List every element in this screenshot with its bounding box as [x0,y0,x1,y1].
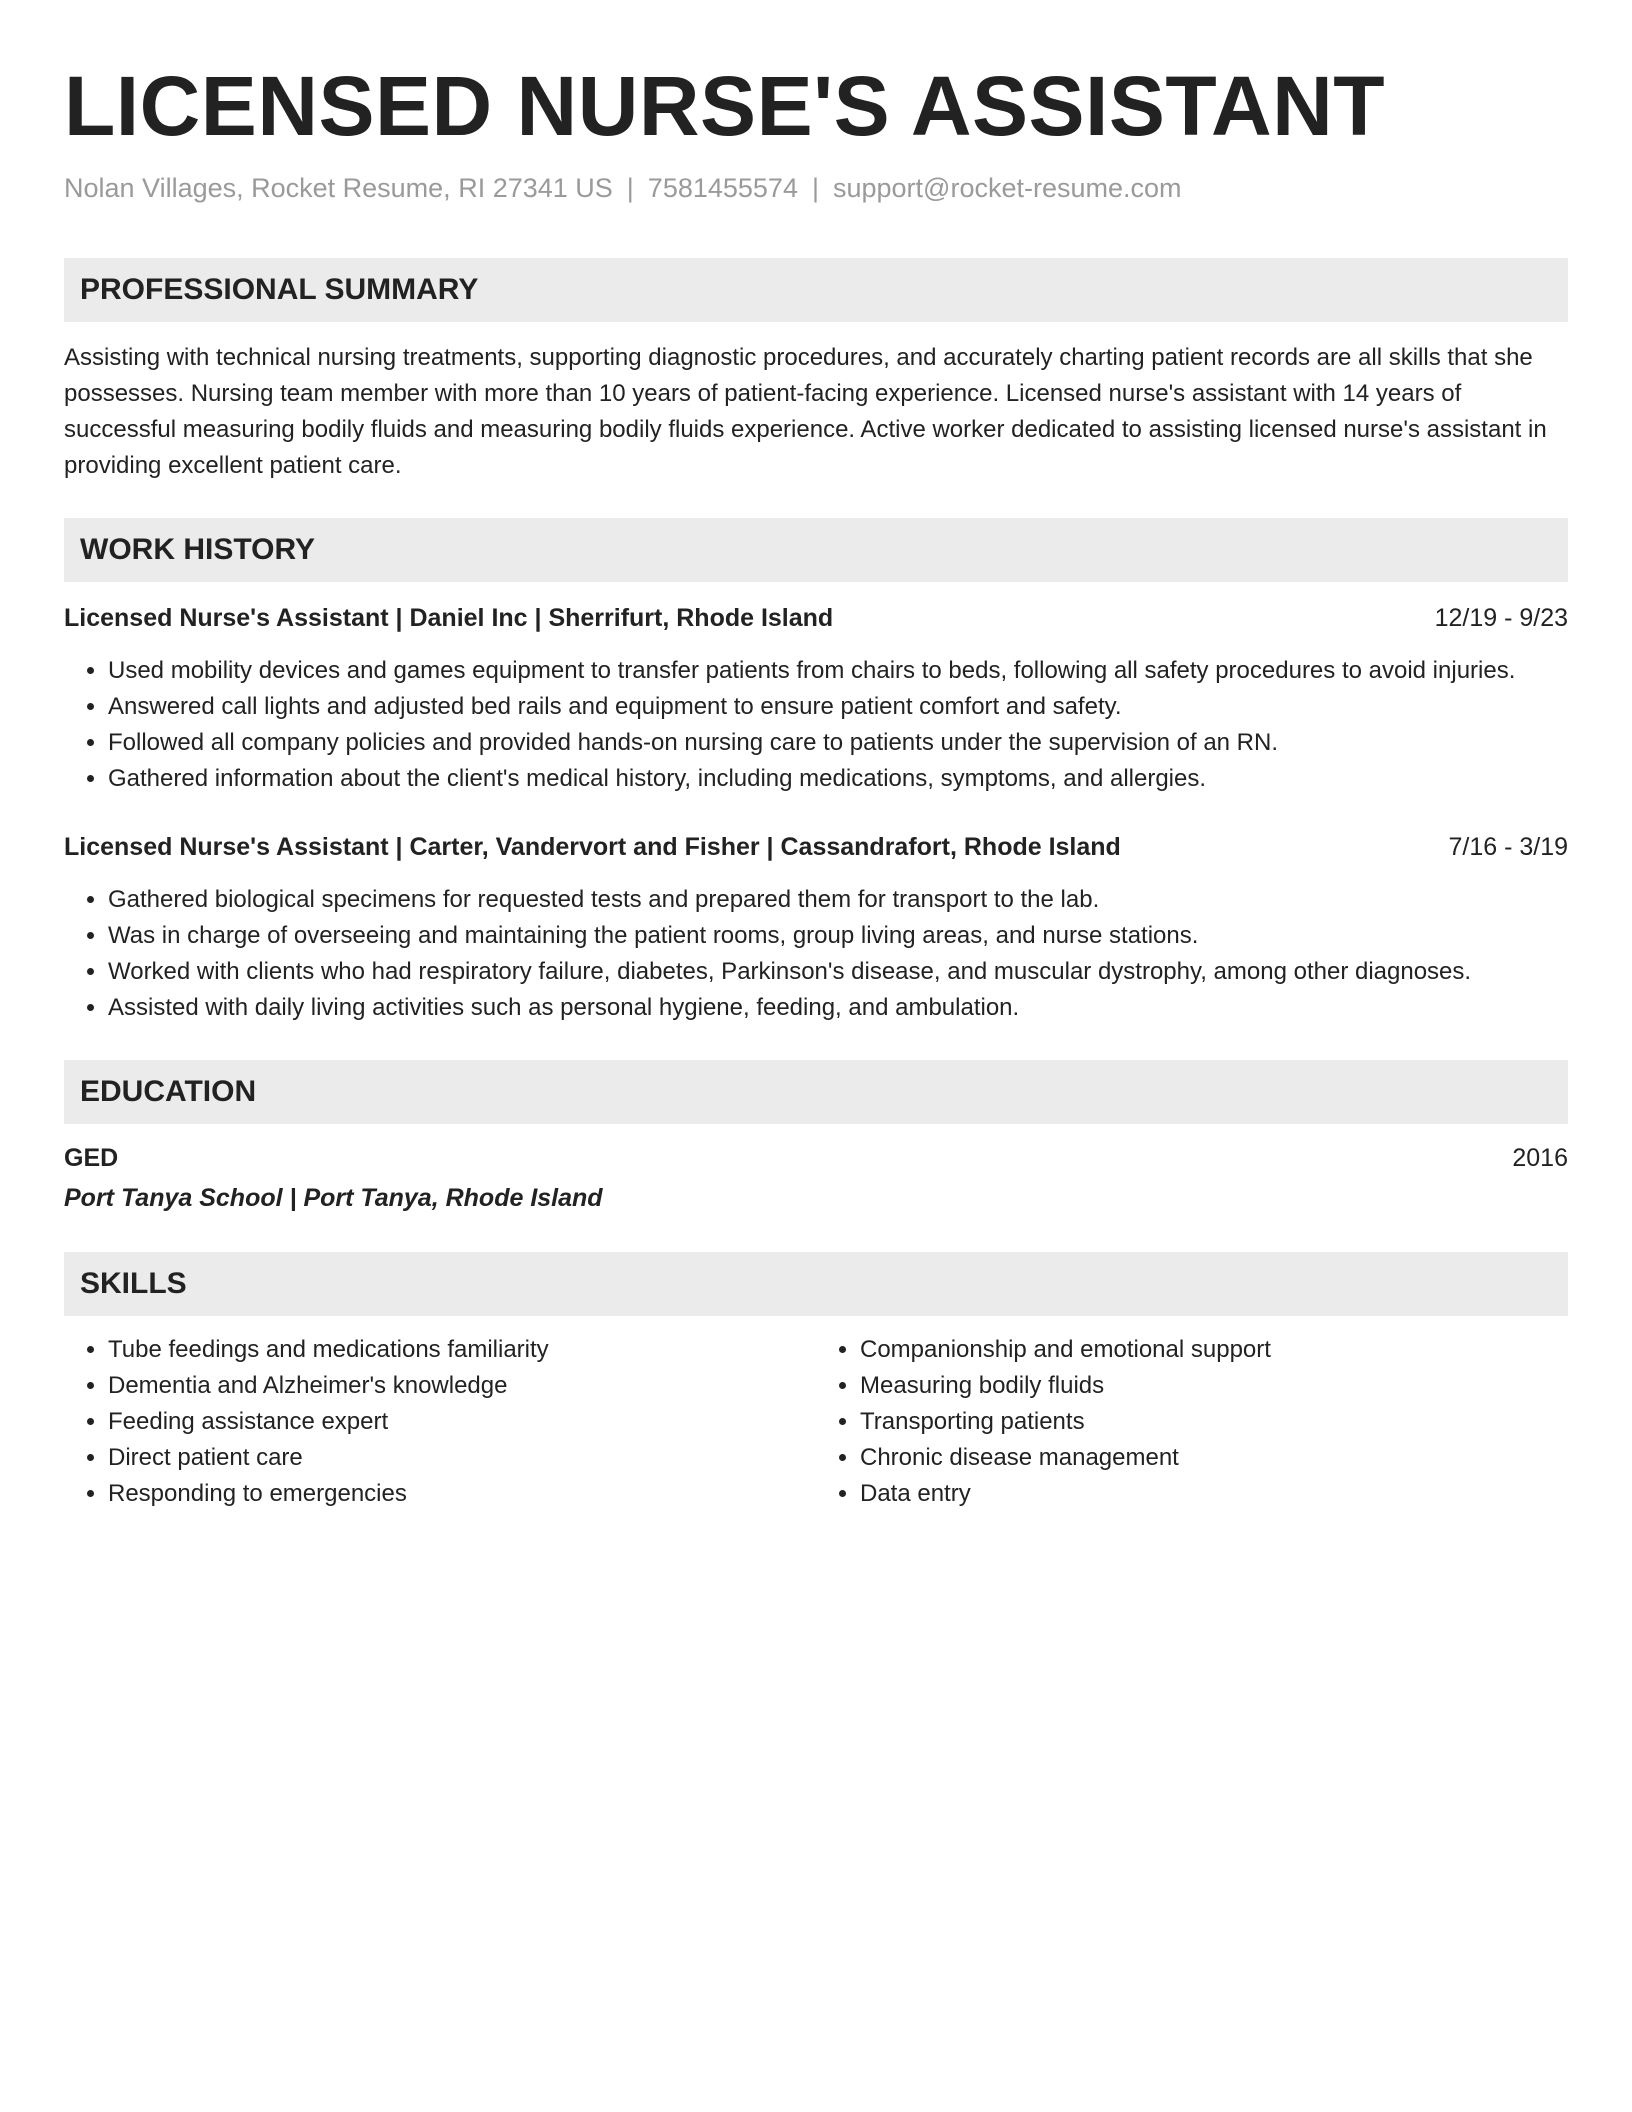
skill-item: • Feeding assistance expert [108,1404,816,1440]
skill-item: • Data entry [860,1476,1568,1512]
skills-column-left [64,1332,816,1512]
section-header-work-history: WORK HISTORY [64,518,1568,582]
job-bullet: • Gathered information about the client's medical history, including medications, symptoms, and allergies. [108,761,1568,797]
education-entry [64,1140,1568,1216]
job-dates: 12/19 - 9/23 [1434,604,1568,632]
skill-item: • Companionship and emotional support [860,1332,1568,1368]
skill-item: • Measuring bodily fluids [860,1368,1568,1404]
contact-separator: | [626,173,634,203]
education-school: Port Tanya School | Port Tanya, Rhode Island [64,1184,603,1212]
job-title: Licensed Nurse's Assistant | Daniel Inc | Sherrifurt, Rhode Island [64,604,834,632]
job-entry [64,829,1568,1026]
job-dates: 7/16 - 3/19 [1448,833,1568,861]
job-bullet: • Assisted with daily living activities such as personal hygiene, feeding, and ambulation. [108,990,1568,1026]
education-degree: GED [64,1144,119,1172]
job-bullet: • Answered call lights and adjusted bed rails and equipment to ensure patient comfort and safety. [108,689,1568,725]
skills-grid [64,1332,1568,1512]
section-header-summary: PROFESSIONAL SUMMARY [64,258,1568,322]
contact-line [64,170,1568,206]
job-bullet: • Gathered biological specimens for requested tests and prepared them for transport to the lab. [108,882,1568,918]
job-bullets [64,882,1568,1026]
job-bullet: • Was in charge of overseeing and maintaining the patient rooms, group living areas, and nurse stations. [108,918,1568,954]
skills-column-right [816,1332,1568,1512]
section-header-skills: SKILLS [64,1252,1568,1316]
skill-item: • Direct patient care [108,1440,816,1476]
job-bullet: • Used mobility devices and games equipment to transfer patients from chairs to beds, following all safety procedures to avoid injuries. [108,653,1568,689]
job-bullet: • Followed all company policies and provided hands-on nursing care to patients under the supervision of an RN. [108,725,1568,761]
summary-text: Assisting with technical nursing treatments, supporting diagnostic procedures, and accurately charting patient records are all skills that she possesses. Nursing team member with more than 10 years of patient-facing experience. Licensed nurse's assistant with 14 years of successful measuring bodily fluids and measuring bodily fluids experience. Active worker dedicated to assisting licensed nurse's assistant in providing excellent patient care. [64,344,1547,479]
skill-item: • Dementia and Alzheimer's knowledge [108,1368,816,1404]
job-bullet: • Worked with clients who had respiratory failure, diabetes, Parkinson's disease, and muscular dystrophy, among other diagnoses. [108,954,1568,990]
job-entry [64,600,1568,797]
contact-address: Nolan Villages, Rocket Resume, RI 27341 US [64,173,613,203]
job-heading [64,600,1568,636]
education-year: 2016 [1512,1144,1568,1172]
job-heading [64,829,1568,865]
skill-item: • Tube feedings and medications familiarity [108,1332,816,1368]
skill-item: • Transporting patients [860,1404,1568,1440]
contact-email: support@rocket-resume.com [832,173,1182,203]
candidate-title: LICENSED NURSE'S ASSISTANT [64,59,1386,153]
skill-item: • Chronic disease management [860,1440,1568,1476]
skill-item: • Responding to emergencies [108,1476,816,1512]
job-title: Licensed Nurse's Assistant | Carter, Vandervort and Fisher | Cassandrafort, Rhode Island [64,833,1121,861]
contact-separator: | [811,173,819,203]
contact-phone: 7581455574 [647,173,798,203]
section-header-education: EDUCATION [64,1060,1568,1124]
education-heading [64,1140,1568,1176]
job-bullets [64,653,1568,797]
